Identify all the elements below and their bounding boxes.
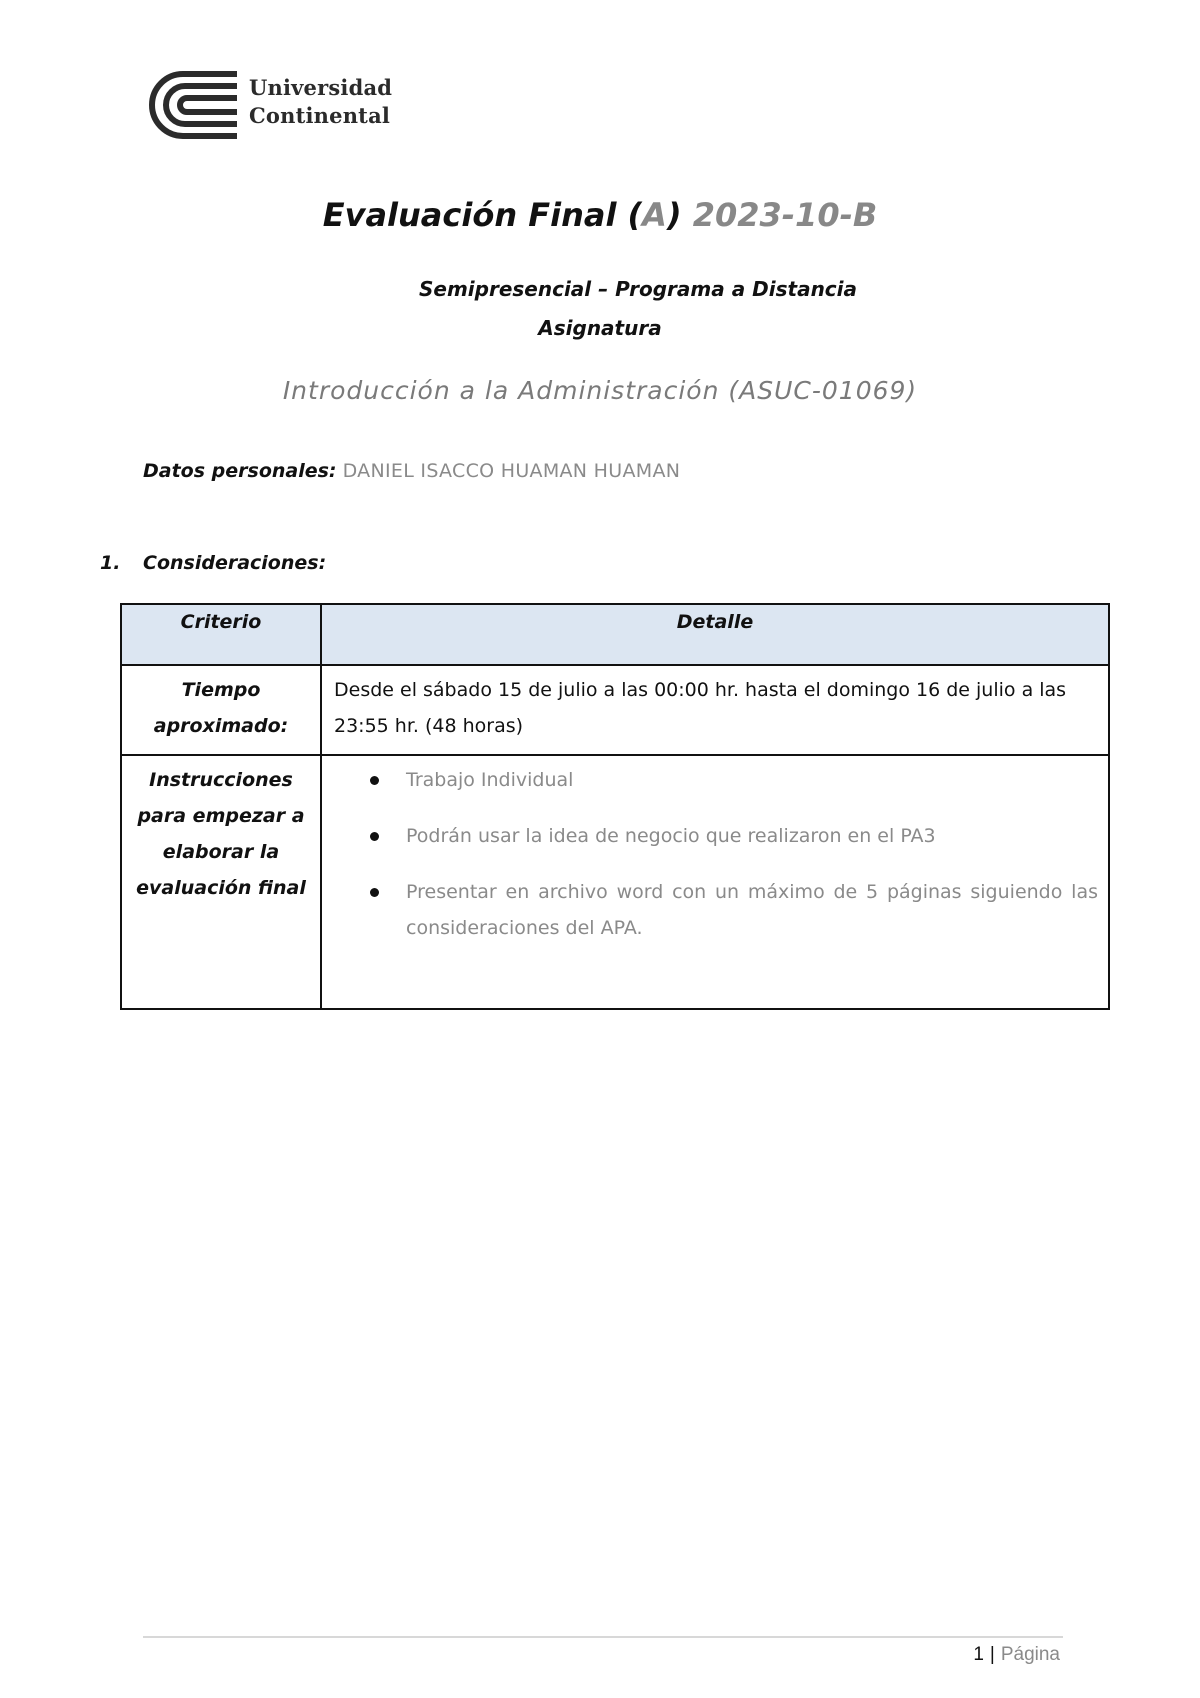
page-number: 1 [973, 1644, 984, 1665]
bullet-icon [370, 888, 379, 897]
title-variant: A [642, 196, 667, 234]
detalle-cell [321, 755, 1109, 1009]
page-title [0, 196, 1200, 234]
footer-separator: | [989, 1644, 995, 1665]
logo-line2: Continental [249, 103, 391, 128]
list-item [334, 818, 1098, 854]
header-criterio: Criterio [121, 604, 321, 665]
detalle-cell: Desde el sábado 15 de julio a las 00:00 hr. hasta el domingo 16 de julio a las 23:55 hr. (48 horas) [321, 665, 1109, 755]
personal-data [143, 460, 680, 482]
section-title: Consideraciones: [143, 552, 327, 574]
section-number: 1. [100, 552, 121, 574]
criterio-cell: Instrucciones para empezar a elaborar la evaluación final [121, 755, 321, 1009]
page-footer [973, 1644, 1060, 1666]
logo-line1: Universidad [249, 75, 393, 100]
footer-divider [143, 1636, 1063, 1638]
asignatura-label: Asignatura [538, 316, 662, 340]
header-detalle: Detalle [321, 604, 1109, 665]
bullet-icon [370, 832, 379, 841]
list-item [334, 874, 1098, 946]
bullet-icon [370, 776, 379, 785]
personal-data-value: DANIEL ISACCO HUAMAN HUAMAN [342, 460, 681, 482]
personal-data-label: Datos personales: [143, 460, 337, 482]
university-logo [143, 70, 403, 140]
table-row [121, 665, 1109, 755]
criterio-cell: Tiempo aproximado: [121, 665, 321, 755]
course-name: Introducción a la Administración (ASUC-01069) [282, 376, 918, 405]
title-period: 2023-10-B [692, 196, 878, 234]
table-header-row [121, 604, 1109, 665]
title-close: ) [666, 196, 693, 234]
table-row [121, 755, 1109, 1009]
considerations-table [120, 603, 1110, 1010]
logo-mark-icon [143, 70, 239, 140]
section-heading [100, 552, 326, 574]
list-item-text: Podrán usar la idea de negocio que realizaron en el PA3 [406, 825, 936, 847]
page-label: Página [1000, 1644, 1060, 1665]
title-main: Evaluación Final ( [322, 196, 643, 234]
instructions-list [334, 762, 1098, 946]
modality-subtitle: Semipresencial – Programa a Distancia [418, 277, 858, 301]
list-item [334, 762, 1098, 798]
list-item-text: Presentar en archivo word con un máximo de 5 páginas siguiendo las consideraciones del APA. [406, 881, 1098, 939]
list-item-text: Trabajo Individual [406, 769, 574, 791]
